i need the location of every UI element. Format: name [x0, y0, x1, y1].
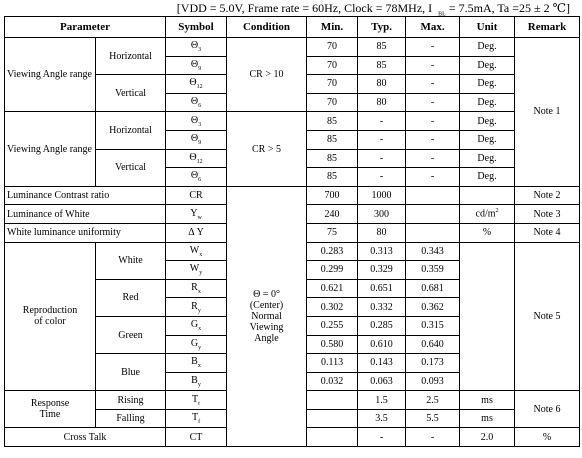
unit-cell: Deg.: [460, 93, 515, 112]
typ-cell: 0.329: [358, 261, 406, 280]
min-cell: 70: [307, 93, 358, 112]
symbol-cell: $G_x$: [166, 316, 227, 335]
symbol-cell: $\Theta_6$: [166, 93, 227, 112]
typ-cell: 80: [358, 93, 406, 112]
falling-label: Falling: [96, 409, 166, 428]
symbol-cell: $\Theta_3$: [166, 112, 227, 131]
min-cell: 0.621: [307, 279, 358, 298]
unit-cell: [460, 186, 515, 205]
max-cell: [406, 186, 460, 205]
conditions-text: [VDD = 5.0V, Frame rate = 60Hz, Clock = 78MHz, I: [176, 1, 433, 15]
max-cell: 0.315: [406, 316, 460, 335]
typ-cell: 0.063: [358, 372, 406, 391]
min-cell: 0.580: [307, 335, 358, 354]
header-max: Max.: [406, 17, 460, 38]
max-cell: -: [406, 56, 460, 75]
color-green-label: Green: [96, 316, 166, 353]
table-row: [5, 186, 580, 205]
max-cell: 0.359: [406, 261, 460, 280]
min-cell: 0.255: [307, 316, 358, 335]
conditions-subscript: BL: [438, 11, 446, 18]
unit-cell: [460, 242, 515, 391]
typ-cell: -: [358, 168, 406, 187]
symbol-cell: $\Theta_9$: [166, 56, 227, 75]
symbol-cell: $G_y$: [166, 335, 227, 354]
typ-cell: 1000: [358, 186, 406, 205]
typ-cell: 0.285: [358, 316, 406, 335]
crosstalk-param: Cross Talk: [5, 428, 166, 447]
min-cell: 0.032: [307, 372, 358, 391]
symbol-cell: $\Theta_9$: [166, 130, 227, 149]
symbol-cell: $\Theta_{12}$: [166, 75, 227, 94]
typ-cell: 85: [358, 38, 406, 57]
max-cell: 0.681: [406, 279, 460, 298]
min-cell: 85: [307, 130, 358, 149]
header-symbol: Symbol: [166, 17, 227, 38]
unit-cell: ms: [460, 391, 515, 410]
symbol-cell: $B_x$: [166, 354, 227, 373]
min-cell: 240: [307, 205, 358, 224]
table-row: [5, 112, 580, 131]
viewing-angle-param-2: Viewing Angle range: [5, 112, 96, 186]
typ-cell: 0.610: [358, 335, 406, 354]
max-cell: -: [406, 38, 460, 57]
min-cell: -: [358, 428, 406, 447]
color-white-label: White: [96, 242, 166, 279]
min-cell: 85: [307, 149, 358, 168]
condition-center: Θ = 0° (Center) Normal Viewing Angle: [227, 186, 307, 446]
max-cell: [406, 205, 460, 224]
unit-cell: %: [460, 223, 515, 242]
max-cell: 5.5: [406, 409, 460, 428]
header-typ: Typ.: [358, 17, 406, 38]
response-param: Response Time: [5, 391, 96, 428]
typ-cell: 0.143: [358, 354, 406, 373]
max-cell: 0.640: [406, 335, 460, 354]
max-cell: 0.173: [406, 354, 460, 373]
max-cell: -: [406, 130, 460, 149]
unit-cell: Deg.: [460, 130, 515, 149]
max-cell: 2.0: [460, 428, 515, 447]
optical-characteristics-table: [4, 16, 580, 447]
symbol-cell: $\Theta_6$: [166, 168, 227, 187]
min-cell: 85: [307, 112, 358, 131]
vertical-label: Vertical: [96, 149, 166, 186]
max-cell: -: [406, 168, 460, 187]
min-cell: 70: [307, 38, 358, 57]
symbol-cell: $Y_w$: [166, 205, 227, 224]
unit-cell: ms: [460, 409, 515, 428]
measurement-conditions: [0, 0, 582, 16]
vertical-label: Vertical: [96, 75, 166, 112]
typ-cell: -: [358, 130, 406, 149]
min-cell: 70: [307, 56, 358, 75]
unit-cell: $cd/m^2$: [460, 205, 515, 224]
remark-note4: Note 4: [515, 223, 580, 242]
typ-cell: 0.651: [358, 279, 406, 298]
min-cell: 75: [307, 223, 358, 242]
header-remark: Remark: [515, 17, 580, 38]
remark-note2: Note 2: [515, 186, 580, 205]
typ-cell: -: [358, 149, 406, 168]
unit-cell: Deg.: [460, 38, 515, 57]
max-cell: -: [406, 93, 460, 112]
symbol-cell: $T_r$: [166, 391, 227, 410]
symbol-cell: CR: [166, 186, 227, 205]
typ-cell: -: [406, 428, 460, 447]
symbol-cell: $T_f$: [166, 409, 227, 428]
min-cell: [307, 409, 358, 428]
min-cell: 70: [307, 75, 358, 94]
unit-cell: Deg.: [460, 75, 515, 94]
typ-cell: 0.313: [358, 242, 406, 261]
typ-cell: 85: [358, 56, 406, 75]
header-row: [5, 17, 580, 38]
unit-cell: Deg.: [460, 149, 515, 168]
symbol-cell: $\Theta_3$: [166, 38, 227, 57]
condition-cr5: CR > 5: [227, 112, 307, 186]
table-row: [5, 38, 580, 57]
remark-note6: Note 6: [515, 391, 580, 428]
conditions-text-2: = 7.5mA, Ta =25 ± 2 ℃]: [445, 1, 570, 15]
unit-cell: Deg.: [460, 56, 515, 75]
color-param: Reproduction of color: [5, 242, 96, 391]
rising-label: Rising: [96, 391, 166, 410]
symbol-cell: $R_x$: [166, 279, 227, 298]
remark-note3: Note 3: [515, 205, 580, 224]
symbol-cell: $B_y$: [166, 372, 227, 391]
symbol-cell: $R_y$: [166, 298, 227, 317]
color-red-label: Red: [96, 279, 166, 316]
horizontal-label: Horizontal: [96, 112, 166, 149]
unit-cell: Deg.: [460, 168, 515, 187]
max-cell: -: [406, 112, 460, 131]
symbol-cell: $\Theta_{12}$: [166, 149, 227, 168]
remark-note1: Note 1: [515, 38, 580, 187]
symbol-cell: CT: [166, 428, 227, 447]
typ-cell: 300: [358, 205, 406, 224]
color-blue-label: Blue: [96, 354, 166, 391]
condition-cr10: CR > 10: [227, 38, 307, 112]
min-cell: 85: [307, 168, 358, 187]
typ-cell: 1.5: [358, 391, 406, 410]
symbol-cell: $W_y$: [166, 261, 227, 280]
horizontal-label: Horizontal: [96, 38, 166, 75]
typ-cell: 3.5: [358, 409, 406, 428]
max-cell: 0.343: [406, 242, 460, 261]
min-cell: [307, 391, 358, 410]
uniformity-param: White luminance uniformity: [5, 223, 166, 242]
max-cell: -: [406, 149, 460, 168]
min-cell: 0.302: [307, 298, 358, 317]
max-cell: 0.093: [406, 372, 460, 391]
max-cell: [406, 223, 460, 242]
typ-cell: -: [358, 112, 406, 131]
condition-cell: [307, 428, 358, 447]
max-cell: 0.362: [406, 298, 460, 317]
typ-cell: 0.332: [358, 298, 406, 317]
min-cell: 700: [307, 186, 358, 205]
min-cell: 0.283: [307, 242, 358, 261]
typ-cell: 80: [358, 223, 406, 242]
min-cell: 0.113: [307, 354, 358, 373]
header-min: Min.: [307, 17, 358, 38]
header-parameter: Parameter: [5, 17, 166, 38]
viewing-angle-param: Viewing Angle range: [5, 38, 96, 112]
min-cell: 0.299: [307, 261, 358, 280]
contrast-param: Luminance Contrast ratio: [5, 186, 166, 205]
max-cell: 2.5: [406, 391, 460, 410]
luminance-param: Luminance of White: [5, 205, 166, 224]
header-unit: Unit: [460, 17, 515, 38]
header-condition: Condition: [227, 17, 307, 38]
symbol-cell: $W_x$: [166, 242, 227, 261]
max-cell: -: [406, 75, 460, 94]
remark-note5: Note 5: [515, 242, 580, 391]
symbol-cell: Δ Y: [166, 223, 227, 242]
unit-cell: %: [515, 428, 580, 447]
typ-cell: 80: [358, 75, 406, 94]
unit-cell: Deg.: [460, 112, 515, 131]
